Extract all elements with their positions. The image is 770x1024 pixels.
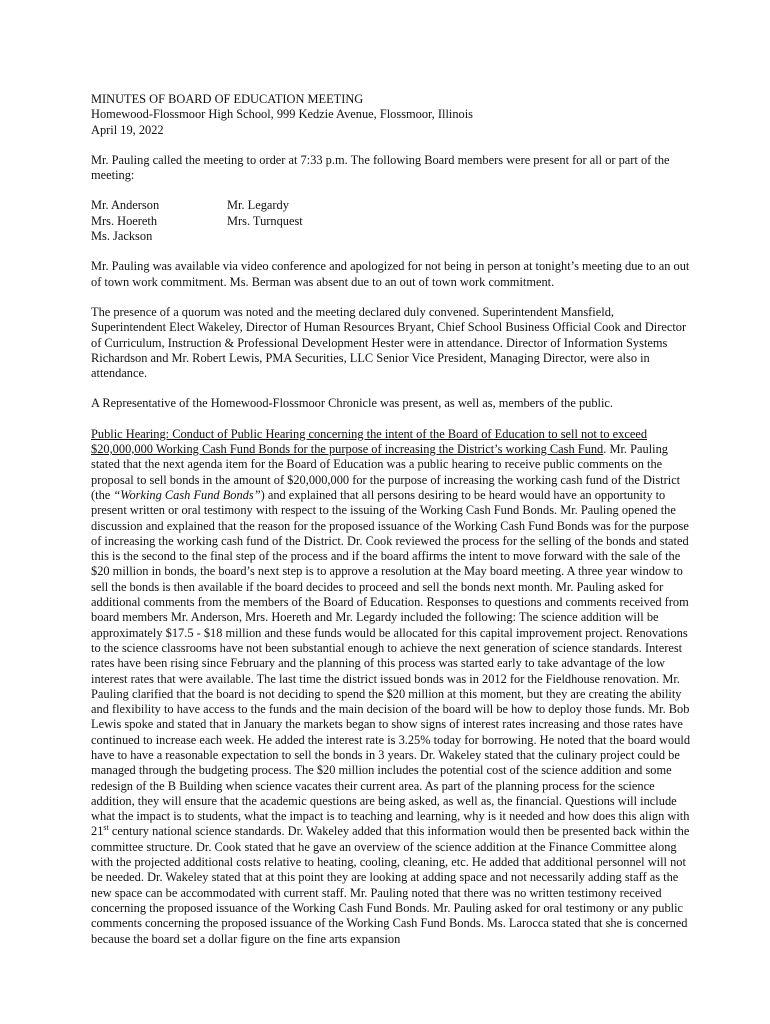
quorum-paragraph: The presence of a quorum was noted and the meeting declared duly convened. Superintendent Mansfield, Superintendent Elect Wakeley, Director of Human Resources Bryant, Chief School Business Official Cook and Director of Curriculum, Instruction & Professional Development Hester were in attendance. Director of Information Systems Richardson and Mr. Robert Lewis, PMA Securities, LLC Senior Vice President, Managing Director, were also in attendance. (91, 304, 687, 381)
intro-paragraph: Mr. Pauling called the meeting to order at 7:33 p.m. The following Board members were present for all or part of the meeting: (91, 152, 670, 183)
document-title: MINUTES OF BOARD OF EDUCATION MEETING (91, 92, 364, 106)
hearing-text-part1: . Mr. Pauling stated that the next agenda item for the Board of Education was a public hearing to receive public comments on the proposal to sell bonds in the amount of $20,000,000 for the purpose of increasing the working cash fund of the District (the (91, 442, 681, 502)
chronicle-paragraph: A Representative of the Homewood-Flossmoor Chronicle was present, as well as, members of the public. (91, 396, 614, 411)
minutes-document (91, 92, 691, 947)
meeting-date: April 19, 2022 (91, 122, 164, 137)
hearing-bonds-term: “Working Cash Fund Bonds” (113, 487, 261, 502)
hearing-text-part3: century national science standards. Dr. Wakeley added that this information would then be presented back within the committee structure. Dr. Cook stated that he gave an overview of the science addition at the Finance Committee along with the projected additional costs relative to heating, cooling, cleaning, etc. He added that additional personnel will not be needed. Dr. Wakeley stated that at this point they are looking at adding space and not necessarily adding staff as the new space can be accommodated with current staff. Mr. Pauling noted that there was no written testimony received concerning the proposed issuance of the Working Cash Fund Bonds. Mr. Pauling asked for oral testimony or any public comments concerning the proposed issuance of the Working Cash Fund Bonds. Ms. Larocca stated that she is concerned because the board set a dollar figure on the fine arts expansion (91, 824, 690, 946)
ordinal-superscript: st (103, 823, 109, 833)
member-name: Mr. Legardy (227, 198, 289, 213)
document-header (91, 92, 691, 138)
members-column-right (227, 198, 427, 244)
meeting-location: Homewood-Flossmoor High School, 999 Kedzie Avenue, Flossmoor, Illinois (91, 107, 473, 122)
members-present-list (91, 198, 691, 244)
hearing-text-part2: ) and explained that all persons desiring to be heard would have an opportunity to present written or oral testimony with respect to the issuing of the Working Cash Fund Bonds. Mr. Pauling opened the discussion and explained that the reason for the proposed issuance of the Working Cash Fund Bonds was for the purpose of increasing the working cash fund of the District. Dr. Cook reviewed the process for the selling of the bonds and stated this is the second to the final step of the process and if the board affirms the intent to move forward with the sale of the $20 million in bonds, the board’s next step is to approve a resolution at the May board meeting. A three year window to sell the bonds is then available if the board decides to proceed and sell the bonds next month. Mr. Pauling asked for additional comments from the members of the Board of Education. Responses to questions and comments received from board members Mr. Anderson, Mrs. Hoereth and Mr. Legardy included the following: The science addition will be approximately $17.5 - $18 million and these funds would be allocated for this capital improvement project. Renovations to the science classrooms have not been substantial enough to achieve the next generation of science standards. Interest rates have been rising since February and the planning of this process was started early to take advantage of the low interest rates that were available. The last time the district issued bonds was in 2012 for the Fieldhouse renovation. Mr. Pauling clarified that the board is not deciding to spend the $20 million at this moment, but they are creating the ability and flexibility to have access to the funds and the main decision of the board will be how to deploy those funds. Mr. Bob Lewis spoke and stated that in January the markets began to show signs of interest rates increasing and those rates have continued to increase each week. He added the interest rate is 3.25% today for borrowing. He noted that the board would have to have a reasonable expectation to sell the bonds in 3 years. Dr. Wakeley stated that the culinary project could be managed through the budgeting process. The $20 million includes the potential cost of the science addition and some redesign of the B Building when science vacates their current area. As part of the planning process for the science addition, they will ensure that the academic questions are being asked, as well as, the financial. Questions will include what the impact is to students, what the impact is to teaching and learning, why is it needed and how does this align with 21 (91, 487, 691, 839)
member-name: Mrs. Turnquest (227, 213, 303, 228)
members-column-left (91, 198, 227, 244)
public-hearing-heading: Public Hearing: Conduct of Public Hearing concerning the intent of the Board of Education to sell not to exceed $20,000,000 Working Cash Fund Bonds for the purpose of increasing the District’s working Cash Fund (91, 426, 648, 457)
video-conference-paragraph: Mr. Pauling was available via video conference and apologized for not being in person at tonight’s meeting due to an out of town work commitment. Ms. Berman was absent due to an out of town work commitment. (91, 259, 690, 289)
member-name: Mr. Anderson (91, 198, 160, 213)
public-hearing-paragraph (91, 427, 691, 947)
member-name: Ms. Jackson (91, 229, 153, 244)
member-name: Mrs. Hoereth (91, 213, 158, 228)
